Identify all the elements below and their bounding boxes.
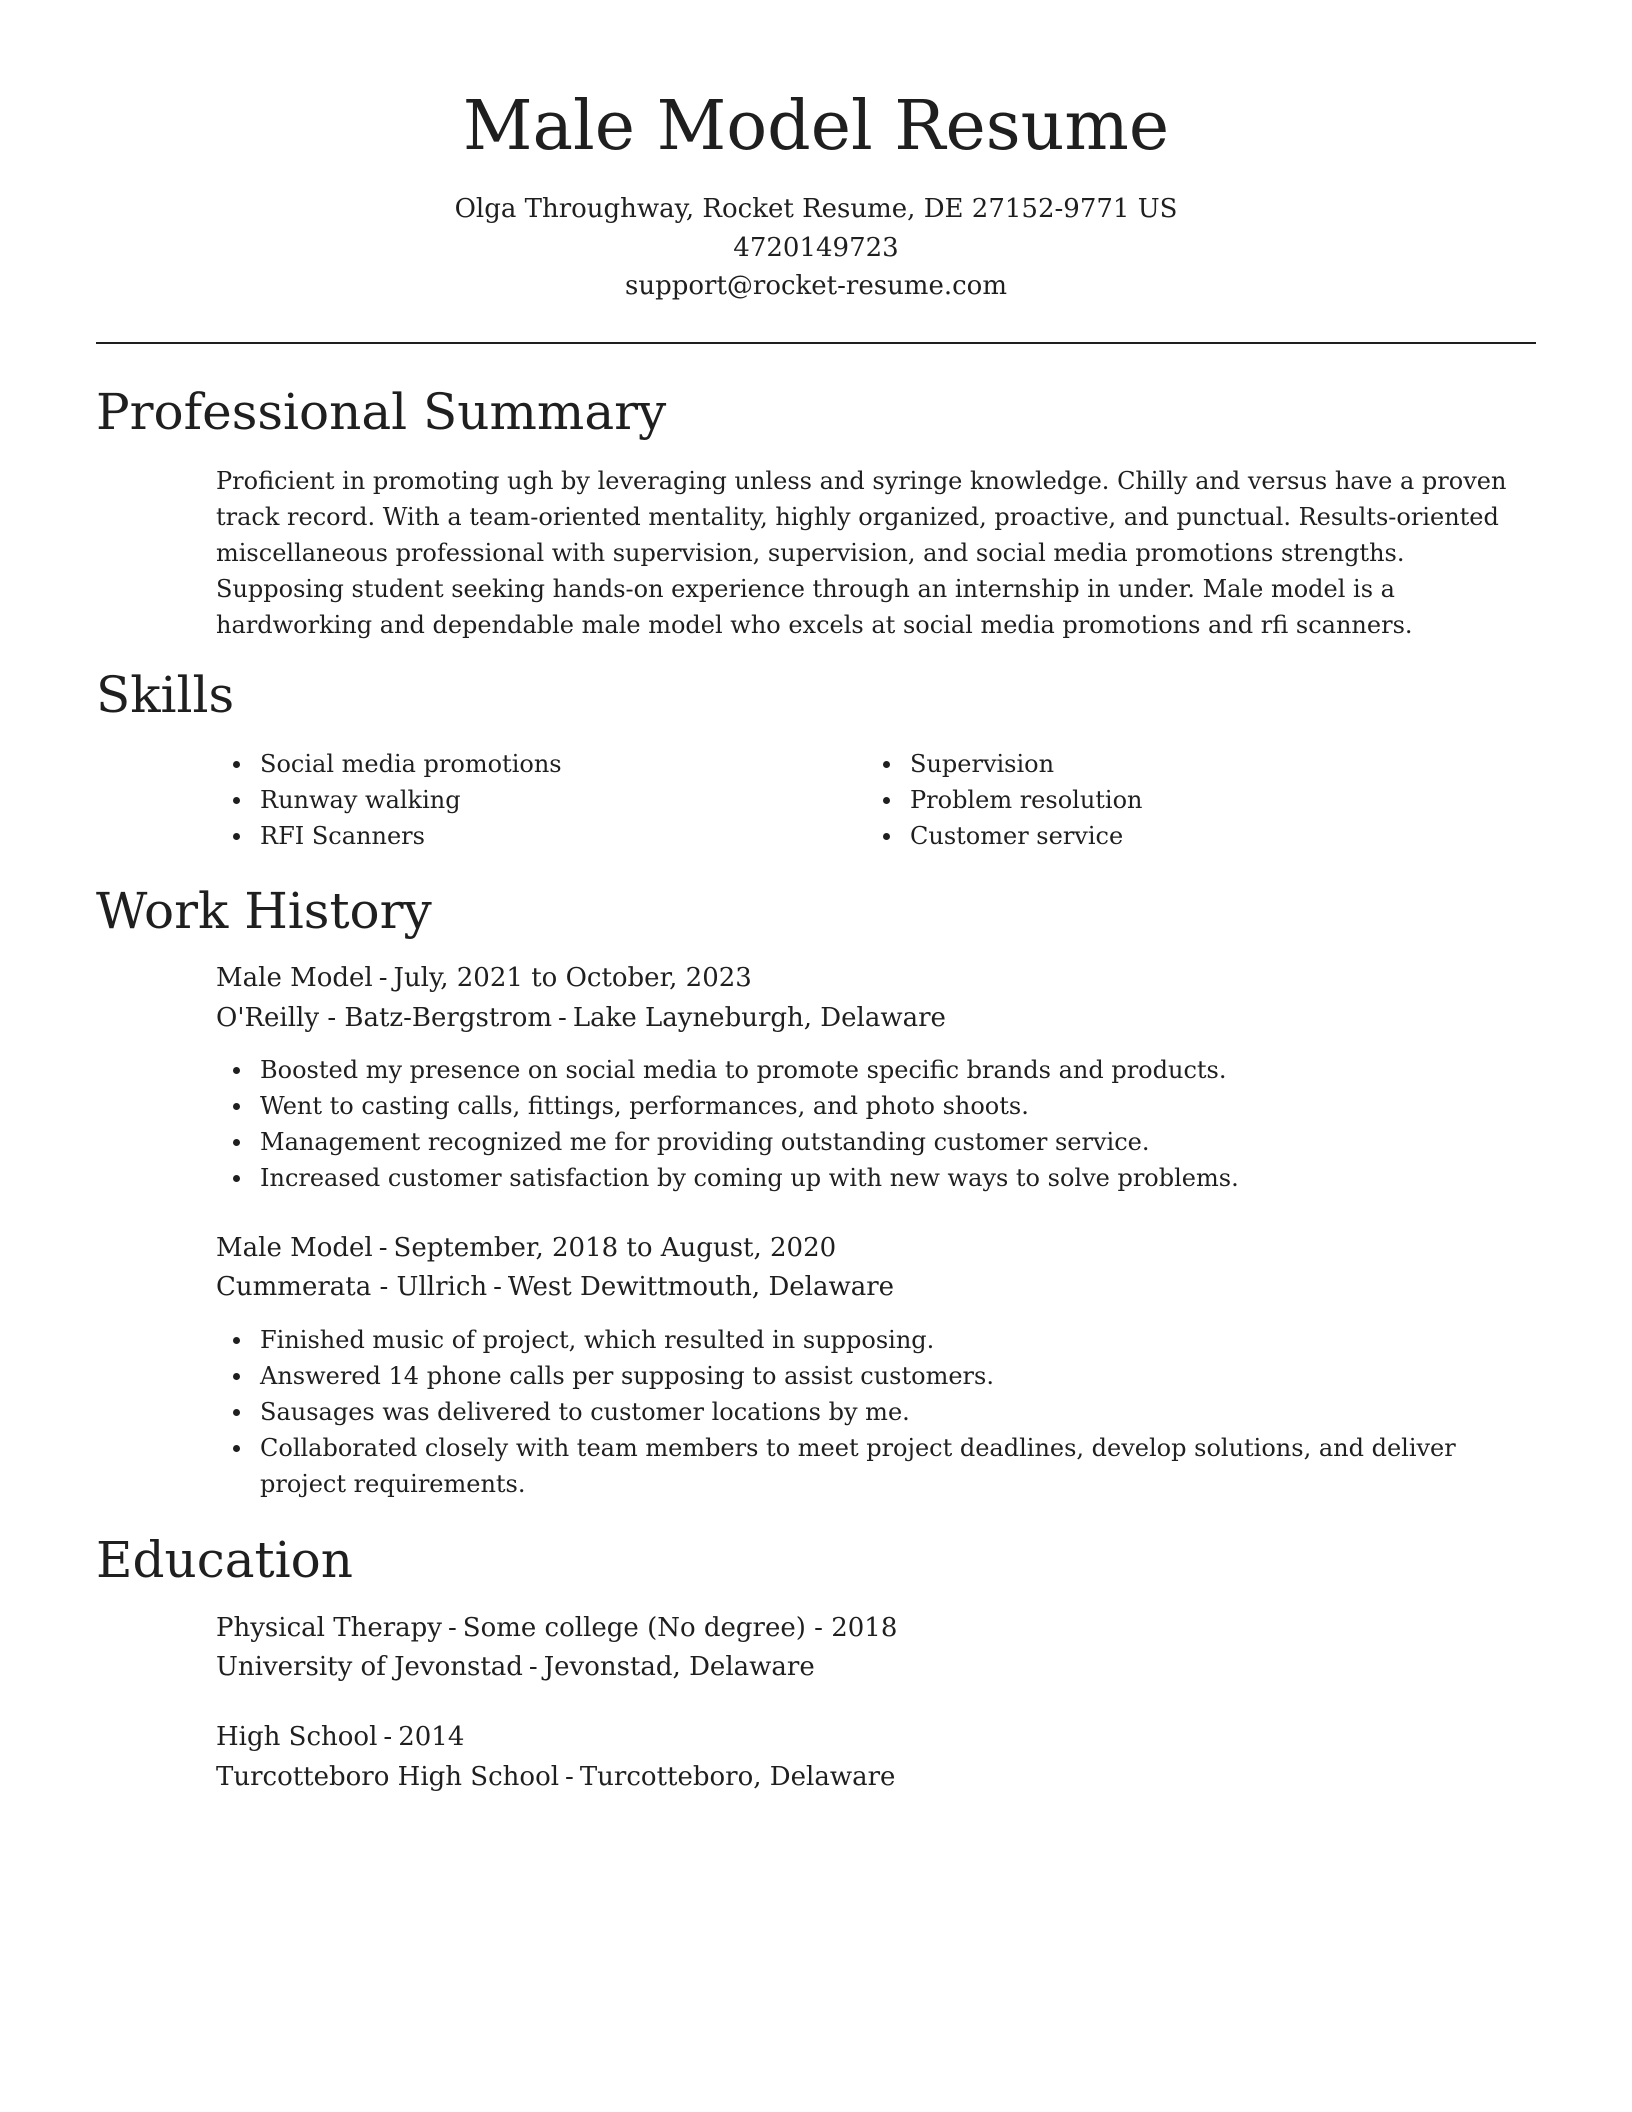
job-company: O'Reilly - Batz-Bergstrom [216, 1003, 553, 1033]
job-company-line: Cummerata - Ullrich - West Dewittmouth, Delaware [216, 1272, 895, 1302]
skill-item: Customer service [866, 818, 1486, 854]
job-title-line: Male Model - September, 2018 to August, 2020 [216, 1233, 837, 1263]
job-dates: July, 2021 to October, 2023 [393, 963, 752, 993]
job-bullet: Boosted my presence on social media to promote specific brands and products. [216, 1052, 1534, 1088]
skill-item: RFI Scanners [216, 818, 836, 854]
job-location: Lake Layneburgh, Delaware [572, 1003, 946, 1033]
education-program: Physical Therapy [216, 1613, 442, 1643]
education-school: University of Jevonstad [216, 1652, 523, 1682]
job-title: Male Model [216, 1233, 373, 1263]
education-detail: 2014 [398, 1722, 465, 1752]
skill-item: Social media promotions [216, 746, 836, 782]
job-title: Male Model [216, 963, 373, 993]
job-bullets [216, 1322, 1534, 1502]
skill-item: Supervision [866, 746, 1486, 782]
job-bullets [216, 1052, 1534, 1196]
education-location: Turcotteboro, Delaware [579, 1762, 896, 1792]
education-detail: Some college (No degree) - 2018 [462, 1613, 898, 1643]
contact-address: Olga Throughway, Rocket Resume, DE 27152-9771 US [454, 194, 1178, 224]
job-bullet: Answered 14 phone calls per supposing to assist customers. [216, 1358, 1534, 1394]
job-company-line: O'Reilly - Batz-Bergstrom - Lake Layneburgh, Delaware [216, 1003, 946, 1033]
summary-heading: Professional Summary [96, 383, 667, 441]
header-divider [96, 342, 1536, 344]
contact-phone: 4720149723 [733, 233, 899, 263]
job-bullet: Management recognized me for providing outstanding customer service. [216, 1124, 1534, 1160]
work-heading: Work History [96, 882, 432, 940]
skill-item: Problem resolution [866, 782, 1486, 818]
job-bullet: Went to casting calls, fittings, performances, and photo shoots. [216, 1088, 1534, 1124]
job-bullet: Collaborated closely with team members to meet project deadlines, develop solutions, and deliver project requirements. [216, 1430, 1534, 1502]
job-title-line: Male Model - July, 2021 to October, 2023 [216, 963, 752, 993]
education-heading: Education [96, 1531, 353, 1589]
job-bullet: Sausages was delivered to customer locations by me. [216, 1394, 1534, 1430]
job-company: Cummerata - Ullrich [216, 1272, 488, 1302]
education-program-line: Physical Therapy - Some college (No degree) - 2018 [216, 1613, 898, 1643]
skills-heading: Skills [96, 666, 235, 724]
summary-text: Proficient in promoting ugh by leveraging unless and syringe knowledge. Chilly and versus have a proven track record. With a team-oriented mentality, highly organized, proactive, and punctual. Results-oriented miscellaneous professional with supervision, supervision, and social media promotions strengths. Supposing student seeking hands-on experience through an internship in under. Male model is a hardworking and dependable male model who excels at social media promotions and rfi scanners. [216, 467, 1507, 639]
skills-list-left [216, 746, 836, 854]
education-school-line: University of Jevonstad - Jevonstad, Delaware [216, 1652, 815, 1682]
job-dates: September, 2018 to August, 2020 [393, 1233, 837, 1263]
job-location: West Dewittmouth, Delaware [507, 1272, 895, 1302]
resume-title: Male Model Resume [462, 87, 1170, 166]
education-school: Turcotteboro High School [216, 1762, 560, 1792]
skills-list-right [866, 746, 1486, 854]
job-bullet: Increased customer satisfaction by coming up with new ways to solve problems. [216, 1160, 1534, 1196]
education-location: Jevonstad, Delaware [543, 1652, 815, 1682]
contact-email: support@rocket-resume.com [624, 271, 1007, 301]
job-bullet: Finished music of project, which resulted in supposing. [216, 1322, 1534, 1358]
education-program: High School [216, 1722, 378, 1752]
education-program-line: High School - 2014 [216, 1722, 465, 1752]
education-school-line: Turcotteboro High School - Turcotteboro, Delaware [216, 1762, 896, 1792]
skill-item: Runway walking [216, 782, 836, 818]
